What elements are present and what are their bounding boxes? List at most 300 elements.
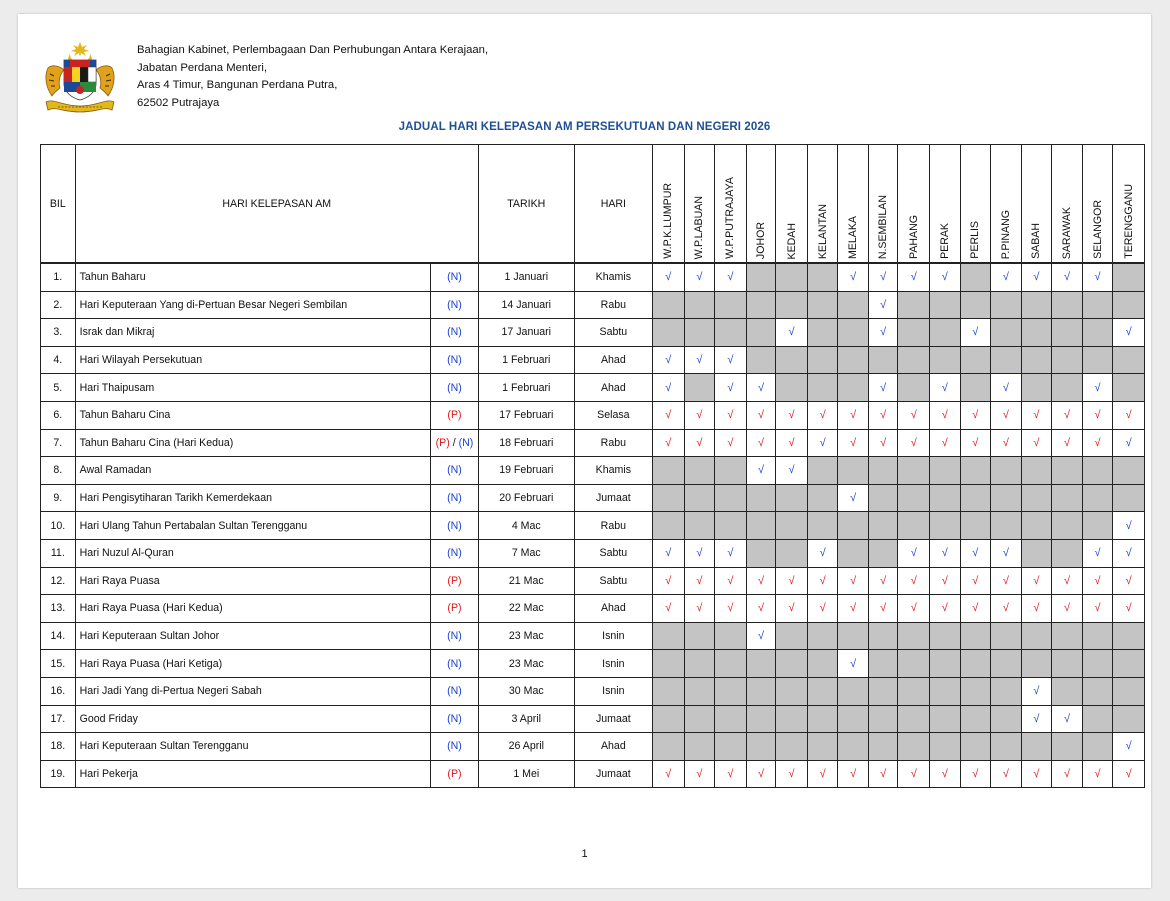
check-mark-icon: √ [665, 602, 672, 615]
state-holiday-cell [653, 677, 685, 705]
state-holiday-cell [715, 539, 747, 567]
state-holiday-cell [715, 595, 747, 623]
state-holiday-cell [991, 263, 1022, 291]
holiday-type-code [431, 677, 479, 705]
state-label: P.PINANG [999, 209, 1012, 259]
state-holiday-cell [1021, 319, 1052, 347]
holiday-name: Hari Nuzul Al-Quran [75, 539, 430, 567]
check-mark-icon: √ [727, 436, 734, 449]
state-holiday-cell [1021, 291, 1052, 319]
state-holiday-cell [807, 263, 838, 291]
check-mark-icon: √ [880, 574, 887, 587]
state-holiday-cell [1052, 263, 1083, 291]
state-holiday-cell [1113, 567, 1145, 595]
check-mark-icon: √ [941, 767, 948, 780]
state-holiday-cell [991, 677, 1022, 705]
holiday-day: Jumaat [574, 705, 652, 733]
holiday-name: Tahun Baharu Cina [75, 401, 430, 429]
state-holiday-cell [1021, 705, 1052, 733]
table-row [41, 650, 1145, 678]
state-holiday-cell [838, 512, 869, 540]
state-holiday-cell [991, 567, 1022, 595]
state-holiday-cell [1113, 595, 1145, 623]
check-mark-icon: √ [880, 767, 887, 780]
state-holiday-cell [960, 291, 991, 319]
state-holiday-cell [746, 429, 776, 457]
state-holiday-cell [991, 484, 1022, 512]
state-holiday-cell [746, 733, 776, 761]
state-holiday-cell [991, 319, 1022, 347]
state-holiday-cell [1052, 291, 1083, 319]
table-row [41, 595, 1145, 623]
check-mark-icon: √ [910, 271, 917, 284]
check-mark-icon: √ [665, 271, 672, 284]
state-holiday-cell [930, 374, 961, 402]
state-holiday-cell [653, 539, 685, 567]
table-body [41, 263, 1145, 788]
holiday-day: Isnin [574, 650, 652, 678]
check-mark-icon: √ [788, 326, 795, 339]
state-holiday-cell [1021, 484, 1052, 512]
holiday-name: Hari Raya Puasa (Hari Ketiga) [75, 650, 430, 678]
state-holiday-cell [868, 760, 898, 788]
row-number: 14. [41, 622, 76, 650]
state-label: KEDAH [785, 222, 798, 259]
holiday-day: Rabu [574, 291, 652, 319]
holiday-type-code [431, 291, 479, 319]
state-holiday-cell [1052, 650, 1083, 678]
check-mark-icon: √ [665, 547, 672, 560]
state-header [684, 145, 715, 264]
holiday-type-label: (N) [447, 657, 462, 670]
table-row [41, 457, 1145, 485]
state-holiday-cell [1052, 374, 1083, 402]
state-label: KELANTAN [816, 203, 829, 259]
state-holiday-cell [868, 346, 898, 374]
check-mark-icon: √ [972, 574, 979, 587]
address-line: Bahagian Kabinet, Perlembagaan Dan Perhubungan Antara Kerajaan, [137, 44, 489, 56]
check-mark-icon: √ [910, 574, 917, 587]
state-holiday-cell [776, 512, 808, 540]
state-holiday-cell [1052, 705, 1083, 733]
table-row [41, 291, 1145, 319]
state-holiday-cell [746, 677, 776, 705]
check-mark-icon: √ [665, 767, 672, 780]
holiday-day: Ahad [574, 595, 652, 623]
holiday-type-code [431, 705, 479, 733]
state-holiday-cell [746, 484, 776, 512]
check-mark-icon: √ [880, 271, 887, 284]
state-holiday-cell [1113, 733, 1145, 761]
state-holiday-cell [991, 346, 1022, 374]
state-holiday-cell [960, 457, 991, 485]
holiday-type-label: / [449, 436, 459, 449]
state-holiday-cell [653, 457, 685, 485]
check-mark-icon: √ [1063, 409, 1070, 422]
check-mark-icon: √ [1033, 685, 1040, 698]
state-holiday-cell [776, 705, 808, 733]
holiday-day: Sabtu [574, 539, 652, 567]
check-mark-icon: √ [1063, 602, 1070, 615]
state-holiday-cell [930, 595, 961, 623]
row-number: 17. [41, 705, 76, 733]
check-mark-icon: √ [850, 574, 857, 587]
state-holiday-cell [838, 457, 869, 485]
state-holiday-cell [684, 567, 715, 595]
state-holiday-cell [838, 650, 869, 678]
state-holiday-cell [1052, 539, 1083, 567]
state-holiday-cell [960, 539, 991, 567]
row-number: 2. [41, 291, 76, 319]
state-holiday-cell [838, 595, 869, 623]
check-mark-icon: √ [1063, 712, 1070, 725]
state-holiday-cell [684, 484, 715, 512]
state-holiday-cell [991, 539, 1022, 567]
state-holiday-cell [960, 650, 991, 678]
state-holiday-cell [930, 567, 961, 595]
state-holiday-cell [1113, 401, 1145, 429]
state-header [898, 145, 930, 264]
holiday-day: Ahad [574, 346, 652, 374]
state-holiday-cell [838, 263, 869, 291]
state-holiday-cell [807, 760, 838, 788]
state-holiday-cell [684, 374, 715, 402]
holiday-type-label: (N) [447, 354, 462, 367]
state-holiday-cell [807, 733, 838, 761]
holiday-day: Selasa [574, 401, 652, 429]
state-holiday-cell [1082, 512, 1113, 540]
check-mark-icon: √ [880, 298, 887, 311]
check-mark-icon: √ [941, 602, 948, 615]
state-holiday-cell [868, 539, 898, 567]
table-row [41, 374, 1145, 402]
holiday-type-code [431, 512, 479, 540]
holiday-type-code [431, 457, 479, 485]
state-holiday-cell [1113, 484, 1145, 512]
state-holiday-cell [653, 401, 685, 429]
state-header [960, 145, 991, 264]
check-mark-icon: √ [1094, 574, 1101, 587]
holiday-name: Tahun Baharu Cina (Hari Kedua) [75, 429, 430, 457]
state-label: SABAH [1030, 223, 1043, 259]
state-holiday-cell [1113, 457, 1145, 485]
state-holiday-cell [684, 595, 715, 623]
holiday-day: Ahad [574, 374, 652, 402]
check-mark-icon: √ [972, 767, 979, 780]
state-header [1021, 145, 1052, 264]
holiday-day: Isnin [574, 677, 652, 705]
state-holiday-cell [1052, 622, 1083, 650]
check-mark-icon: √ [1125, 409, 1132, 422]
check-mark-icon: √ [850, 492, 857, 505]
state-holiday-cell [868, 484, 898, 512]
holiday-day: Rabu [574, 429, 652, 457]
state-holiday-cell [868, 595, 898, 623]
state-holiday-cell [1052, 429, 1083, 457]
check-mark-icon: √ [850, 271, 857, 284]
holiday-type-label: (N) [447, 381, 462, 394]
state-holiday-cell [653, 484, 685, 512]
holiday-date: 4 Mac [478, 512, 574, 540]
check-mark-icon: √ [819, 574, 826, 587]
state-holiday-cell [898, 650, 930, 678]
state-holiday-cell [960, 595, 991, 623]
holiday-day: Sabtu [574, 567, 652, 595]
check-mark-icon: √ [850, 436, 857, 449]
holiday-name: Hari Raya Puasa (Hari Kedua) [75, 595, 430, 623]
table-row [41, 677, 1145, 705]
check-mark-icon: √ [880, 381, 887, 394]
holiday-name: Hari Jadi Yang di-Pertua Negeri Sabah [75, 677, 430, 705]
check-mark-icon: √ [1033, 436, 1040, 449]
state-holiday-cell [684, 705, 715, 733]
row-number: 19. [41, 760, 76, 788]
check-mark-icon: √ [819, 602, 826, 615]
state-holiday-cell [684, 677, 715, 705]
check-mark-icon: √ [696, 767, 703, 780]
state-holiday-cell [653, 733, 685, 761]
state-holiday-cell [1082, 429, 1113, 457]
state-holiday-cell [715, 650, 747, 678]
state-holiday-cell [898, 705, 930, 733]
check-mark-icon: √ [910, 436, 917, 449]
state-header [807, 145, 838, 264]
check-mark-icon: √ [757, 602, 764, 615]
check-mark-icon: √ [1033, 409, 1040, 422]
holiday-type-code [431, 429, 479, 457]
check-mark-icon: √ [696, 547, 703, 560]
holiday-type-code [431, 595, 479, 623]
state-holiday-cell [1021, 650, 1052, 678]
state-holiday-cell [746, 401, 776, 429]
check-mark-icon: √ [819, 409, 826, 422]
table-row [41, 401, 1145, 429]
check-mark-icon: √ [1002, 381, 1009, 394]
holiday-name: Tahun Baharu [75, 263, 430, 291]
holiday-day: Jumaat [574, 760, 652, 788]
state-holiday-cell [960, 677, 991, 705]
holiday-type-code [431, 733, 479, 761]
state-holiday-cell [684, 429, 715, 457]
state-holiday-cell [715, 484, 747, 512]
state-holiday-cell [807, 622, 838, 650]
row-number: 8. [41, 457, 76, 485]
state-holiday-cell [868, 622, 898, 650]
state-holiday-cell [715, 512, 747, 540]
state-holiday-cell [807, 539, 838, 567]
state-holiday-cell [960, 512, 991, 540]
check-mark-icon: √ [1125, 574, 1132, 587]
state-holiday-cell [776, 539, 808, 567]
check-mark-icon: √ [941, 547, 948, 560]
holiday-type-label: (N) [447, 519, 462, 532]
check-mark-icon: √ [1125, 326, 1132, 339]
state-holiday-cell [991, 622, 1022, 650]
state-holiday-cell [653, 291, 685, 319]
holiday-type-label: (N) [447, 685, 462, 698]
check-mark-icon: √ [665, 436, 672, 449]
state-holiday-cell [807, 484, 838, 512]
state-holiday-cell [715, 429, 747, 457]
holiday-day: Khamis [574, 457, 652, 485]
check-mark-icon: √ [941, 381, 948, 394]
check-mark-icon: √ [1002, 436, 1009, 449]
state-header [1082, 145, 1113, 264]
check-mark-icon: √ [941, 436, 948, 449]
state-holiday-cell [930, 429, 961, 457]
holiday-name: Hari Pekerja [75, 760, 430, 788]
state-holiday-cell [1113, 319, 1145, 347]
address-line: Aras 4 Timur, Bangunan Perdana Putra, [137, 79, 338, 91]
holiday-name: Awal Ramadan [75, 457, 430, 485]
state-holiday-cell [1021, 263, 1052, 291]
state-holiday-cell [930, 677, 961, 705]
check-mark-icon: √ [1094, 381, 1101, 394]
table-header-row [41, 145, 1145, 264]
check-mark-icon: √ [941, 574, 948, 587]
check-mark-icon: √ [941, 409, 948, 422]
holiday-day: Sabtu [574, 319, 652, 347]
state-holiday-cell [653, 512, 685, 540]
state-holiday-cell [868, 263, 898, 291]
state-label: W.P.LABUAN [693, 195, 706, 259]
state-holiday-cell [1021, 512, 1052, 540]
check-mark-icon: √ [757, 381, 764, 394]
check-mark-icon: √ [1033, 574, 1040, 587]
check-mark-icon: √ [1094, 547, 1101, 560]
holiday-date: 30 Mac [478, 677, 574, 705]
state-holiday-cell [868, 429, 898, 457]
state-header [838, 145, 869, 264]
holiday-type-label: (N) [447, 298, 462, 311]
check-mark-icon: √ [788, 602, 795, 615]
check-mark-icon: √ [788, 574, 795, 587]
state-holiday-cell [898, 457, 930, 485]
state-holiday-cell [684, 622, 715, 650]
state-holiday-cell [1021, 677, 1052, 705]
state-holiday-cell [960, 760, 991, 788]
holiday-type-code [431, 484, 479, 512]
state-holiday-cell [868, 374, 898, 402]
state-holiday-cell [1052, 733, 1083, 761]
check-mark-icon: √ [1094, 436, 1101, 449]
check-mark-icon: √ [819, 436, 826, 449]
table-row [41, 760, 1145, 788]
state-holiday-cell [930, 346, 961, 374]
state-holiday-cell [898, 263, 930, 291]
state-holiday-cell [960, 733, 991, 761]
state-holiday-cell [1021, 595, 1052, 623]
state-holiday-cell [746, 457, 776, 485]
document-page [18, 14, 1151, 888]
state-holiday-cell [930, 484, 961, 512]
state-label: JOHOR [754, 221, 767, 259]
check-mark-icon: √ [1033, 712, 1040, 725]
state-holiday-cell [960, 622, 991, 650]
page-number: 1 [581, 848, 588, 860]
check-mark-icon: √ [1125, 740, 1132, 753]
state-holiday-cell [1052, 677, 1083, 705]
holiday-type-code [431, 622, 479, 650]
check-mark-icon: √ [1125, 547, 1132, 560]
state-holiday-cell [838, 567, 869, 595]
state-holiday-cell [807, 595, 838, 623]
holiday-date: 26 April [478, 733, 574, 761]
state-holiday-cell [776, 401, 808, 429]
table-row [41, 319, 1145, 347]
state-holiday-cell [807, 346, 838, 374]
check-mark-icon: √ [696, 354, 703, 367]
state-holiday-cell [868, 319, 898, 347]
check-mark-icon: √ [1002, 767, 1009, 780]
check-mark-icon: √ [880, 409, 887, 422]
state-holiday-cell [684, 263, 715, 291]
state-holiday-cell [684, 539, 715, 567]
state-label: PERLIS [969, 221, 982, 259]
state-holiday-cell [1082, 484, 1113, 512]
col-header-name: HARI KELEPASAN AM [75, 145, 478, 264]
check-mark-icon: √ [696, 574, 703, 587]
holiday-type-label: (N) [458, 436, 474, 449]
state-holiday-cell [715, 733, 747, 761]
state-holiday-cell [1021, 733, 1052, 761]
state-holiday-cell [1113, 677, 1145, 705]
state-holiday-cell [746, 319, 776, 347]
state-holiday-cell [868, 677, 898, 705]
check-mark-icon: √ [910, 409, 917, 422]
state-holiday-cell [991, 291, 1022, 319]
check-mark-icon: √ [1125, 436, 1132, 449]
holiday-date: 21 Mac [478, 567, 574, 595]
state-holiday-cell [1113, 429, 1145, 457]
state-holiday-cell [1052, 512, 1083, 540]
state-holiday-cell [684, 760, 715, 788]
state-holiday-cell [653, 374, 685, 402]
state-holiday-cell [653, 346, 685, 374]
holiday-type-label: (N) [447, 712, 462, 725]
holiday-day: Khamis [574, 263, 652, 291]
state-holiday-cell [868, 291, 898, 319]
state-holiday-cell [898, 595, 930, 623]
state-holiday-cell [930, 705, 961, 733]
state-label: W.P.PUTRAJAYA [724, 177, 737, 259]
check-mark-icon: √ [727, 381, 734, 394]
state-holiday-cell [715, 291, 747, 319]
check-mark-icon: √ [1063, 767, 1070, 780]
holiday-date: 22 Mac [478, 595, 574, 623]
holiday-date: 20 Februari [478, 484, 574, 512]
state-holiday-cell [653, 263, 685, 291]
table-row [41, 539, 1145, 567]
state-holiday-cell [653, 595, 685, 623]
state-holiday-cell [898, 484, 930, 512]
holiday-name: Hari Thaipusam [75, 374, 430, 402]
state-holiday-cell [898, 429, 930, 457]
state-holiday-cell [776, 484, 808, 512]
check-mark-icon: √ [880, 436, 887, 449]
state-holiday-cell [960, 401, 991, 429]
state-holiday-cell [930, 291, 961, 319]
state-holiday-cell [715, 319, 747, 347]
state-holiday-cell [807, 457, 838, 485]
holiday-date: 1 Februari [478, 374, 574, 402]
state-header [1113, 145, 1145, 264]
state-holiday-cell [1052, 457, 1083, 485]
check-mark-icon: √ [1094, 602, 1101, 615]
table-row [41, 622, 1145, 650]
state-holiday-cell [684, 346, 715, 374]
state-holiday-cell [746, 760, 776, 788]
